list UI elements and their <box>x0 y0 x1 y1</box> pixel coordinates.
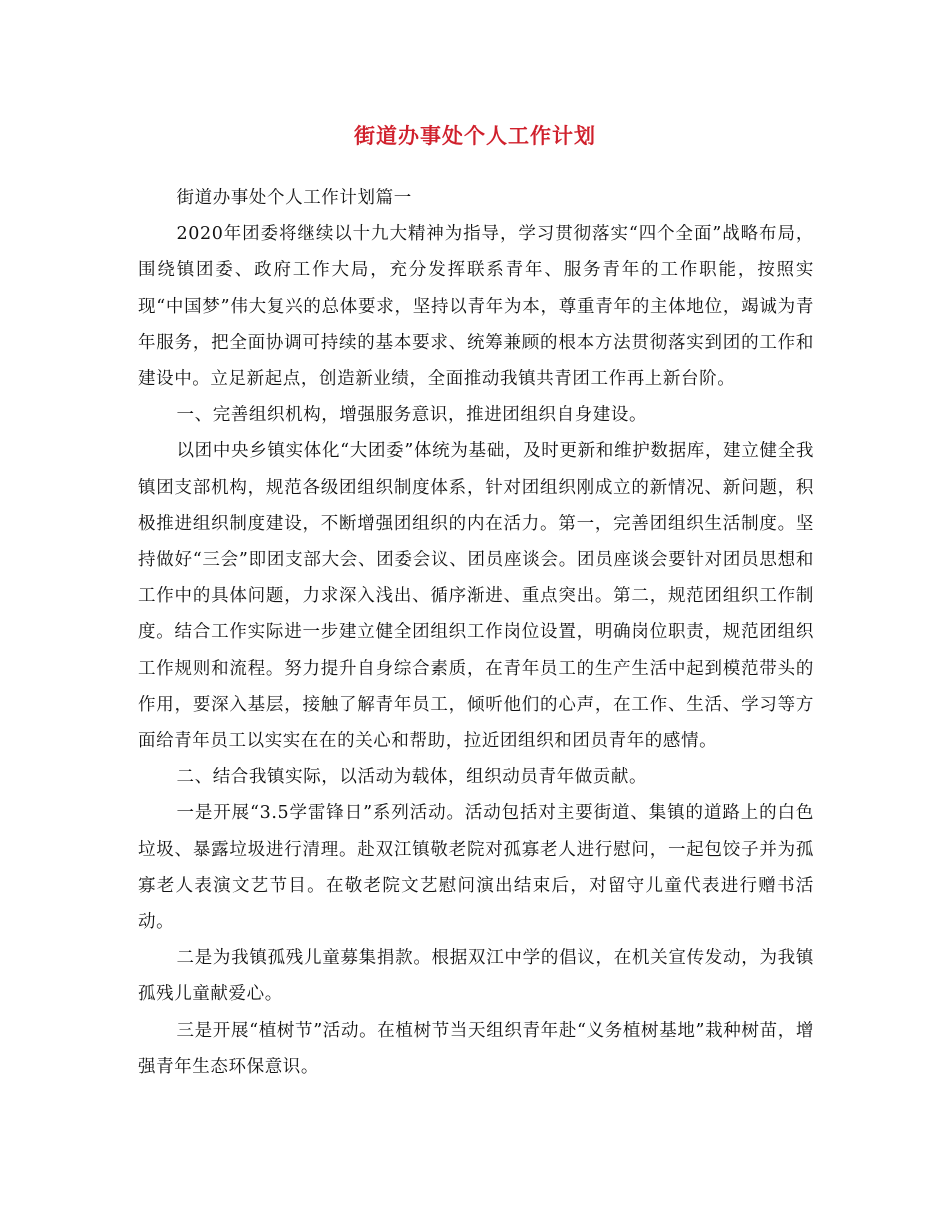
document-title: 街道办事处个人工作计划 <box>354 123 596 148</box>
section-heading: 街道办事处个人工作计划篇一 <box>176 188 412 208</box>
paragraph: 二是为我镇孤残儿童募集捐款。根据双江中学的倡议，在机关宣传发动，为我镇孤残儿童献爱心。 <box>138 948 814 1005</box>
section-heading: 二、结合我镇实际，以活动为载体，组织动员青年做贡献。 <box>176 767 648 788</box>
paragraph: 2020年团委将继续以十九大精神为指导，学习贯彻落实“四个全面”战略布局，围绕镇团委、政府工作大局，充分发挥联系青年、服务青年的工作职能，按照实现“中国梦”伟大复兴的总体要求，坚持以青年为本，尊重青年的主体地位，竭诚为青年服务，把全面协调可持续的基本要求、统筹兼顾的根本方法贯彻落实到团的工作和建设中。立足新起点，创造新业绩，全面推动我镇共青团工作再上新台阶。 <box>138 224 814 390</box>
paragraph: 三是开展“植树节”活动。在植树节当天组织青年赴“义务植树基地”栽种树苗，增强青年生态环保意识。 <box>138 1020 814 1077</box>
paragraph: 以团中央乡镇实体化“大团委”体统为基础，及时更新和维护数据库，建立健全我镇团支部机构，规范各级团组织制度体系，针对团组织刚成立的新情况、新问题，积极推进组织制度建设，不断增强团组织的内在活力。第一，完善团组织生活制度。坚持做好“三会”即团支部大会、团委会议、团员座谈会。团员座谈会要针对团员思想和工作中的具体问题，力求深入浅出、循序渐进、重点突出。第二，规范团组织工作制度。结合工作实际进一步建立健全团组织工作岗位设置，明确岗位职责，规范团组织工作规则和流程。努力提升自身综合素质，在青年员工的生产生活中起到模范带头的作用，要深入基层，接触了解青年员工，倾听他们的心声，在工作、生活、学习等方面给青年员工以实实在在的关心和帮助，拉近团组织和团员青年的感情。 <box>138 441 814 752</box>
paragraph: 一是开展“3.5学雷锋日”系列活动。活动包括对主要街道、集镇的道路上的白色垃圾、暴露垃圾进行清理。赴双江镇敬老院对孤寡老人进行慰问，一起包饺子并为孤寡老人表演文艺节目。在敬老院文艺慰问演出结束后，对留守儿童代表进行赠书活动。 <box>138 803 814 933</box>
document-body <box>138 180 814 1085</box>
section-heading: 一、完善组织机构，增强服务意识，推进团组织自身建设。 <box>176 405 648 426</box>
